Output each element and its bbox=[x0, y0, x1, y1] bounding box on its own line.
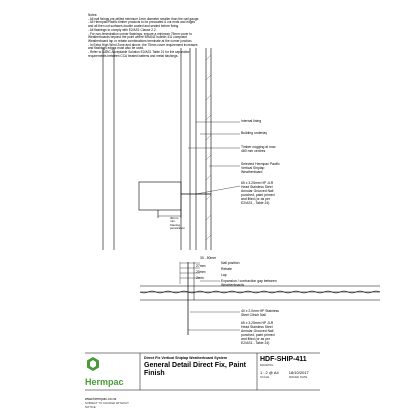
note-line: requirements between CCA treated battens and metal flashings. bbox=[88, 53, 179, 58]
notes-heading: Notes: bbox=[88, 13, 98, 17]
code-area bbox=[260, 356, 320, 379]
label-nail-position: Nail position bbox=[221, 261, 240, 265]
website: www.hermpac.co.nz bbox=[85, 397, 117, 401]
dim-gap: 2mm bbox=[196, 276, 204, 280]
label-weatherboard: Selected Hermpac Pacific Vertical Shiplap Weatherboard bbox=[241, 162, 280, 174]
disclaimer: SUBJECT TO CHANGE WITHOUT NOTICE bbox=[85, 401, 129, 409]
note-line: - All Hermpac/Pacific timber products to be precoated & cut ends and edges bbox=[88, 20, 196, 25]
note-line: - All flashings to comply with E2/AS1 Clause 2.2. bbox=[88, 27, 157, 32]
note-line: - Refer to NZBC Acceptable Solution E2/AS1 Table 21 for the separation bbox=[88, 50, 190, 55]
date-label: ISSUED DATE bbox=[288, 375, 308, 379]
note-line: - In Extra High Wind Zone and above, the 75mm cover requirement increases bbox=[88, 42, 198, 47]
note-line: Weatherboard lap or rebate combinations terminate at the corner junction. bbox=[88, 38, 193, 43]
note-line: - All nail fixings pre-drilled minimum 1mm diameter smaller than the nail gauge. bbox=[88, 16, 200, 21]
scale-value: 1 : 2 @ A4 bbox=[260, 370, 279, 375]
hermpac-logo-icon bbox=[85, 356, 101, 372]
label-building-underlay: Building underlay bbox=[241, 131, 268, 135]
scale-label: SCALE bbox=[260, 375, 270, 379]
dim-rebate: 27mm bbox=[196, 264, 206, 268]
label-nail: 65 x 3.25mm HP JLR Head Stainless Steel Annular Grooved Nail punched, paint primed and filled (or as per E2/AS1 - Table 24) bbox=[241, 181, 275, 205]
label-internal-lining: Internal lining bbox=[241, 119, 262, 123]
label-staple-nail: 40 x 2.0mm HP Stainless Steel Clinch Nail bbox=[241, 309, 280, 317]
label-rebate: Rebate bbox=[221, 267, 232, 271]
drawing-title: General Detail Direct Fix, Paint Finish bbox=[144, 362, 246, 377]
dim-lap: 20mm bbox=[196, 270, 206, 274]
note-line: and flashings edges must also be used. bbox=[88, 46, 144, 51]
drawing-code: HDF-SHIP-411 bbox=[260, 356, 307, 363]
timber-nogging bbox=[139, 182, 181, 210]
label-nail-lower: 65 x 3.25mm HP JLR Head Stainless Steel Annular Grooved Nail punched, paint primed and filled (or as per E2/AS1 - Table 24) bbox=[241, 321, 275, 345]
label-lap: Lap bbox=[221, 273, 227, 277]
brand-block bbox=[85, 355, 140, 409]
date-value: 18/10/2017 bbox=[288, 370, 309, 375]
note-line: Weatherboards beyond the point where BRANZ bulletin 411 compliant bbox=[88, 35, 187, 40]
drawing-subtitle: Direct Fix Vertical Shiplap Weatherboard System bbox=[144, 356, 228, 360]
dim-nail-position: 30 - 50mm bbox=[200, 256, 217, 260]
title-area bbox=[144, 356, 254, 377]
label-framing-penetration: 30mm min. framing penetration bbox=[170, 216, 186, 231]
note-line: and all then cut surfaces double coated and sealed before fixing. bbox=[88, 24, 180, 29]
label-timber-nogging: Timber nogging at max 480 mm centres bbox=[241, 145, 276, 153]
brand-name: Hermpac bbox=[85, 376, 124, 387]
note-line: - For non-fenestration corner flashings, ensure a minimum 75mm cover to bbox=[88, 31, 192, 36]
drawing-code-label: DRAWING bbox=[260, 363, 274, 367]
label-expansion-gap: Expansion / contraction gap between Weatherboards bbox=[221, 279, 277, 287]
